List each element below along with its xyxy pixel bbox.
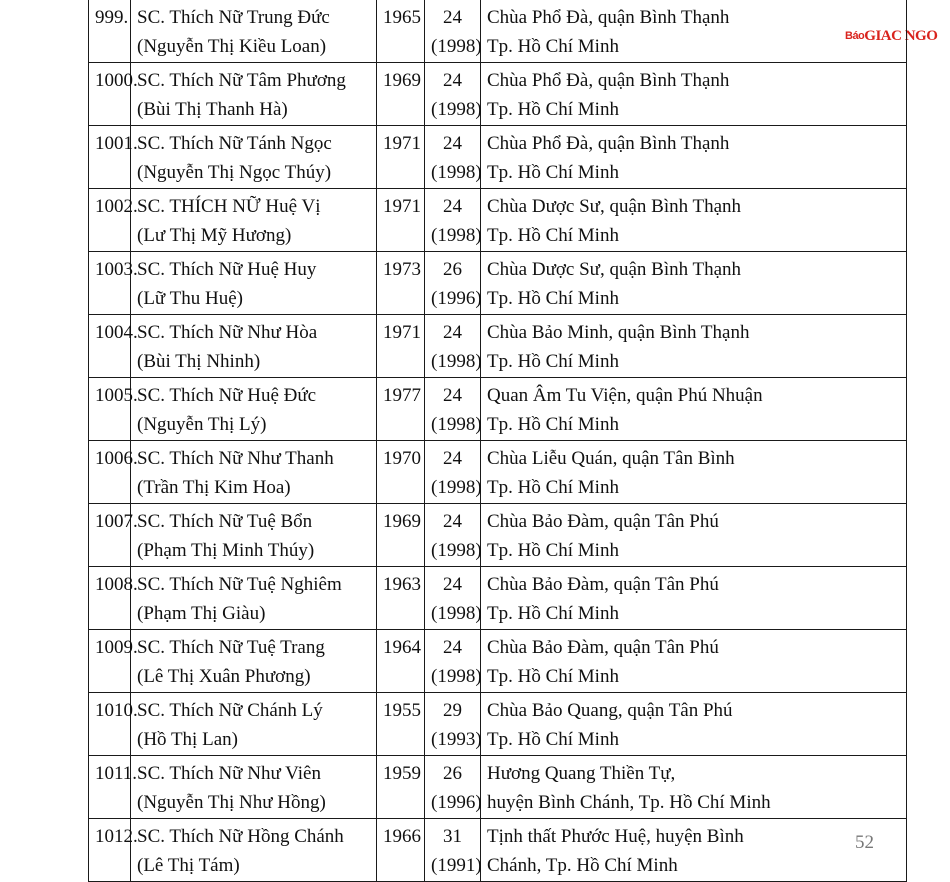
ordination-year: (1998) bbox=[431, 162, 482, 183]
row-number-cell bbox=[89, 504, 138, 567]
birth-year: 1969 bbox=[383, 511, 421, 532]
ordination-age: 24 bbox=[443, 385, 462, 406]
address-cell bbox=[481, 0, 907, 63]
address-line-1: Chùa Phổ Đà, quận Bình Thạnh bbox=[487, 7, 730, 28]
address-line-2: Tp. Hồ Chí Minh bbox=[487, 477, 619, 498]
ordination-age: 24 bbox=[443, 322, 462, 343]
ordination-year: (1998) bbox=[431, 36, 482, 57]
lay-name: (Phạm Thị Minh Thúy) bbox=[137, 540, 315, 561]
birth-year: 1969 bbox=[383, 70, 421, 91]
address-line-2: Tp. Hồ Chí Minh bbox=[487, 288, 619, 309]
address-line-1: Chùa Bảo Quang, quận Tân Phú bbox=[487, 700, 733, 721]
row-number: 1003. bbox=[95, 259, 138, 280]
dharma-name: SC. Thích Nữ Huệ Đức bbox=[137, 385, 317, 406]
birth-year: 1971 bbox=[383, 133, 421, 154]
name-cell bbox=[131, 756, 377, 819]
row-number: 1008. bbox=[95, 574, 138, 595]
lay-name: (Nguyễn Thị Lý) bbox=[137, 414, 267, 435]
address-line-2: Tp. Hồ Chí Minh bbox=[487, 603, 619, 624]
lay-name: (Nguyễn Thị Kiều Loan) bbox=[137, 36, 327, 57]
address-cell bbox=[481, 630, 907, 693]
address-line-1: Chùa Phổ Đà, quận Bình Thạnh bbox=[487, 70, 730, 91]
name-cell bbox=[131, 567, 377, 630]
name-cell bbox=[131, 126, 377, 189]
ordination-cell bbox=[425, 819, 481, 882]
address-line-1: Chùa Dược Sư, quận Bình Thạnh bbox=[487, 196, 742, 217]
ordination-age: 26 bbox=[443, 259, 462, 280]
address-line-2: huyện Bình Chánh, Tp. Hồ Chí Minh bbox=[487, 792, 771, 813]
table-row bbox=[89, 504, 907, 567]
table-row bbox=[89, 189, 907, 252]
row-number: 1005. bbox=[95, 385, 138, 406]
birth-year: 1964 bbox=[383, 637, 421, 658]
birth-year-cell bbox=[377, 756, 425, 819]
ordination-age: 29 bbox=[443, 700, 462, 721]
row-number-cell bbox=[89, 63, 138, 126]
ordination-year: (1998) bbox=[431, 414, 482, 435]
name-cell bbox=[131, 0, 377, 63]
birth-year: 1973 bbox=[383, 259, 421, 280]
birth-year: 1971 bbox=[383, 196, 421, 217]
address-line-2: Tp. Hồ Chí Minh bbox=[487, 540, 619, 561]
lay-name: (Lê Thị Xuân Phương) bbox=[137, 666, 311, 687]
address-line-2: Tp. Hồ Chí Minh bbox=[487, 729, 619, 750]
row-number: 1012. bbox=[95, 826, 138, 847]
row-number: 1000. bbox=[95, 70, 138, 91]
birth-year: 1977 bbox=[383, 385, 421, 406]
row-number: 1007. bbox=[95, 511, 138, 532]
ordination-year: (1998) bbox=[431, 603, 482, 624]
birth-year-cell bbox=[377, 819, 425, 882]
birth-year-cell bbox=[377, 252, 425, 315]
ordination-age: 24 bbox=[443, 448, 462, 469]
birth-year: 1966 bbox=[383, 826, 421, 847]
dharma-name: SC. Thích Nữ Tánh Ngọc bbox=[137, 133, 332, 154]
ordination-cell bbox=[425, 0, 481, 63]
ordination-year: (1991) bbox=[431, 855, 482, 876]
address-line-2: Tp. Hồ Chí Minh bbox=[487, 36, 619, 57]
birth-year-cell bbox=[377, 315, 425, 378]
birth-year-cell bbox=[377, 126, 425, 189]
lay-name: (Lê Thị Tám) bbox=[137, 855, 240, 876]
ordination-year: (1998) bbox=[431, 351, 482, 372]
ordination-cell bbox=[425, 630, 481, 693]
address-cell bbox=[481, 315, 907, 378]
birth-year-cell bbox=[377, 63, 425, 126]
ordination-cell bbox=[425, 567, 481, 630]
row-number-cell bbox=[89, 126, 138, 189]
ordination-cell bbox=[425, 126, 481, 189]
lay-name: (Trần Thị Kim Hoa) bbox=[137, 477, 291, 498]
birth-year-cell bbox=[377, 567, 425, 630]
row-number-cell bbox=[89, 0, 131, 63]
name-cell bbox=[131, 693, 377, 756]
ordination-age: 26 bbox=[443, 763, 462, 784]
address-line-1: Chùa Bảo Đàm, quận Tân Phú bbox=[487, 511, 719, 532]
row-number-cell bbox=[89, 819, 138, 882]
ordination-age: 24 bbox=[443, 133, 462, 154]
dharma-name: SC. Thích Nữ Tuệ Nghiêm bbox=[137, 574, 342, 595]
ordination-cell bbox=[425, 189, 481, 252]
watermark-prefix: Báo bbox=[845, 30, 865, 42]
dharma-name: SC. Thích Nữ Trung Đức bbox=[137, 7, 330, 28]
address-line-1: Chùa Liễu Quán, quận Tân Bình bbox=[487, 448, 735, 469]
address-line-1: Hương Quang Thiền Tự, bbox=[487, 763, 676, 784]
birth-year-cell bbox=[377, 504, 425, 567]
table-row bbox=[89, 819, 907, 882]
ordination-cell bbox=[425, 252, 481, 315]
address-cell bbox=[481, 252, 907, 315]
address-line-1: Tịnh thất Phước Huệ, huyện Bình bbox=[487, 826, 744, 847]
table-row bbox=[89, 630, 907, 693]
address-line-1: Chùa Bảo Minh, quận Bình Thạnh bbox=[487, 322, 750, 343]
row-number: 999. bbox=[95, 7, 129, 28]
dharma-name: SC. THÍCH NỮ Huệ Vị bbox=[137, 196, 321, 217]
dharma-name: SC. Thích Nữ Như Viên bbox=[137, 763, 321, 784]
name-cell bbox=[131, 252, 377, 315]
table-row bbox=[89, 756, 907, 819]
roster-body bbox=[89, 0, 907, 882]
birth-year-cell bbox=[377, 0, 425, 63]
row-number: 1010. bbox=[95, 700, 138, 721]
lay-name: (Bùi Thị Thanh Hà) bbox=[137, 99, 288, 120]
dharma-name: SC. Thích Nữ Như Hòa bbox=[137, 322, 318, 343]
ordination-age: 24 bbox=[443, 574, 462, 595]
dharma-name: SC. Thích Nữ Tâm Phương bbox=[137, 70, 346, 91]
ordination-year: (1998) bbox=[431, 477, 482, 498]
address-cell bbox=[481, 693, 907, 756]
row-number: 1001. bbox=[95, 133, 138, 154]
ordination-age: 24 bbox=[443, 637, 462, 658]
birth-year-cell bbox=[377, 378, 425, 441]
table-row bbox=[89, 252, 907, 315]
ordination-age: 31 bbox=[443, 826, 462, 847]
name-cell bbox=[131, 63, 377, 126]
table-row bbox=[89, 126, 907, 189]
ordination-cell bbox=[425, 441, 481, 504]
dharma-name: SC. Thích Nữ Tuệ Trang bbox=[137, 637, 325, 658]
ordination-cell bbox=[425, 315, 481, 378]
row-number-cell bbox=[89, 252, 138, 315]
lay-name: (Hồ Thị Lan) bbox=[137, 729, 238, 750]
row-number-cell bbox=[89, 630, 138, 693]
birth-year-cell bbox=[377, 189, 425, 252]
address-cell bbox=[481, 378, 907, 441]
ordination-age: 24 bbox=[443, 70, 462, 91]
lay-name: (Lữ Thu Huệ) bbox=[137, 288, 243, 309]
birth-year-cell bbox=[377, 693, 425, 756]
name-cell bbox=[131, 315, 377, 378]
birth-year-cell bbox=[377, 441, 425, 504]
lay-name: (Lư Thị Mỹ Hương) bbox=[137, 225, 292, 246]
row-number: 1006. bbox=[95, 448, 138, 469]
ordination-year: (1998) bbox=[431, 540, 482, 561]
ordination-cell bbox=[425, 378, 481, 441]
ordination-age: 24 bbox=[443, 196, 462, 217]
ordination-year: (1998) bbox=[431, 666, 482, 687]
address-cell bbox=[481, 63, 907, 126]
row-number: 1002. bbox=[95, 196, 138, 217]
row-number-cell bbox=[89, 567, 138, 630]
birth-year-cell bbox=[377, 630, 425, 693]
address-line-2: Chánh, Tp. Hồ Chí Minh bbox=[487, 855, 678, 876]
row-number-cell bbox=[89, 378, 138, 441]
watermark-name: GIAC NGO bbox=[864, 28, 938, 44]
name-cell bbox=[131, 819, 377, 882]
dharma-name: SC. Thích Nữ Hồng Chánh bbox=[137, 826, 344, 847]
dharma-name: SC. Thích Nữ Như Thanh bbox=[137, 448, 334, 469]
lay-name: (Bùi Thị Nhinh) bbox=[137, 351, 261, 372]
dharma-name: SC. Thích Nữ Huệ Huy bbox=[137, 259, 317, 280]
table-row bbox=[89, 0, 907, 63]
row-number-cell bbox=[89, 756, 138, 819]
row-number: 1011. bbox=[95, 763, 138, 784]
address-line-2: Tp. Hồ Chí Minh bbox=[487, 414, 619, 435]
page-number: 52 bbox=[855, 832, 874, 853]
ordination-cell bbox=[425, 756, 481, 819]
name-cell bbox=[131, 378, 377, 441]
name-cell bbox=[131, 630, 377, 693]
birth-year: 1971 bbox=[383, 322, 421, 343]
row-number-cell bbox=[89, 189, 138, 252]
row-number-cell bbox=[89, 693, 138, 756]
address-cell bbox=[481, 504, 907, 567]
row-number: 1004. bbox=[95, 322, 138, 343]
address-cell bbox=[481, 441, 907, 504]
table-row bbox=[89, 441, 907, 504]
lay-name: (Nguyễn Thị Như Hồng) bbox=[137, 792, 326, 813]
name-cell bbox=[131, 504, 377, 567]
table-row bbox=[89, 315, 907, 378]
birth-year: 1963 bbox=[383, 574, 421, 595]
ordination-year: (1996) bbox=[431, 288, 482, 309]
dharma-name: SC. Thích Nữ Chánh Lý bbox=[137, 700, 323, 721]
ordination-cell bbox=[425, 63, 481, 126]
address-line-2: Tp. Hồ Chí Minh bbox=[487, 351, 619, 372]
address-line-1: Quan Âm Tu Viện, quận Phú Nhuận bbox=[487, 385, 763, 406]
ordination-year: (1993) bbox=[431, 729, 482, 750]
birth-year: 1959 bbox=[383, 763, 421, 784]
row-number: 1009. bbox=[95, 637, 138, 658]
ordination-year: (1998) bbox=[431, 99, 482, 120]
lay-name: (Nguyễn Thị Ngọc Thúy) bbox=[137, 162, 332, 183]
table-row bbox=[89, 567, 907, 630]
address-line-1: Chùa Bảo Đàm, quận Tân Phú bbox=[487, 574, 719, 595]
nun-roster-table bbox=[88, 0, 907, 882]
address-line-2: Tp. Hồ Chí Minh bbox=[487, 666, 619, 687]
address-line-2: Tp. Hồ Chí Minh bbox=[487, 225, 619, 246]
name-cell bbox=[131, 441, 377, 504]
birth-year: 1970 bbox=[383, 448, 421, 469]
address-line-1: Chùa Phổ Đà, quận Bình Thạnh bbox=[487, 133, 730, 154]
address-line-2: Tp. Hồ Chí Minh bbox=[487, 162, 619, 183]
name-cell bbox=[131, 189, 377, 252]
address-line-1: Chùa Dược Sư, quận Bình Thạnh bbox=[487, 259, 742, 280]
table-row bbox=[89, 63, 907, 126]
ordination-year: (1996) bbox=[431, 792, 482, 813]
birth-year: 1955 bbox=[383, 700, 421, 721]
address-cell bbox=[481, 126, 907, 189]
row-number-cell bbox=[89, 441, 138, 504]
ordination-year: (1998) bbox=[431, 225, 482, 246]
ordination-cell bbox=[425, 504, 481, 567]
address-cell bbox=[481, 756, 907, 819]
address-line-2: Tp. Hồ Chí Minh bbox=[487, 99, 619, 120]
table-row bbox=[89, 378, 907, 441]
address-cell bbox=[481, 819, 907, 882]
address-line-1: Chùa Bảo Đàm, quận Tân Phú bbox=[487, 637, 719, 658]
birth-year: 1965 bbox=[383, 7, 421, 28]
address-cell bbox=[481, 567, 907, 630]
dharma-name: SC. Thích Nữ Tuệ Bổn bbox=[137, 511, 313, 532]
address-cell bbox=[481, 189, 907, 252]
ordination-age: 24 bbox=[443, 511, 462, 532]
ordination-age: 24 bbox=[443, 7, 462, 28]
lay-name: (Phạm Thị Giàu) bbox=[137, 603, 266, 624]
row-number-cell bbox=[89, 315, 138, 378]
ordination-cell bbox=[425, 693, 481, 756]
table-row bbox=[89, 693, 907, 756]
